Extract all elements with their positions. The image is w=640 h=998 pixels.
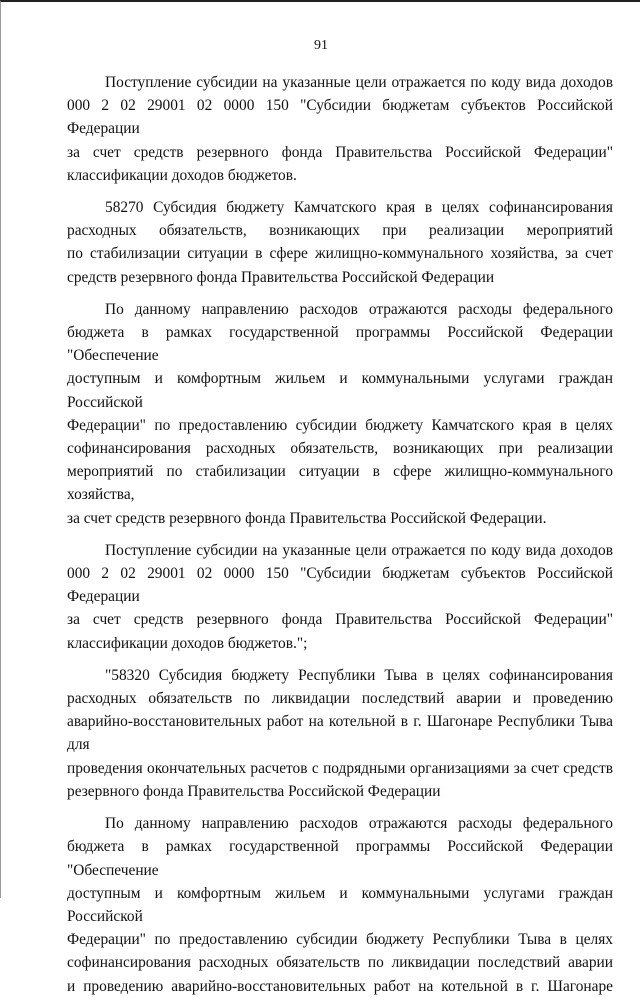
paragraph-line: мероприятий по стабилизации ситуации в сфере жилищно-коммунального хозяйства, [67, 463, 613, 504]
paragraph-line: бюджета в рамках государственной программы Российской Федерации "Обеспечение [67, 838, 613, 879]
paragraph-line: аварийно-восстановительных работ на котельной в г. Шагонаре Республики Тыва для [67, 713, 613, 754]
paragraph-line: Поступление субсидии на указанные цели отражается по коду вида доходов [105, 541, 613, 559]
paragraph-line: софинансирования расходных обязательств по ликвидации последствий аварии [67, 954, 613, 972]
paragraph-line: средств резервного фонда Правительства Российской Федерации [67, 268, 495, 286]
paragraph [67, 71, 613, 187]
paragraph-line: Поступление субсидии на указанные цели отражается по коду вида доходов [105, 74, 613, 91]
paragraph-line: доступным и комфортным жильем и коммунальными услугами граждан Российской [67, 884, 613, 925]
paragraph [67, 196, 613, 289]
paragraph-line: резервного фонда Правительства Российской Федерации [67, 782, 441, 800]
paragraph-line: и проведению аварийно-восстановительных работ на котельной в г. Шагонаре [67, 977, 613, 995]
paragraph [67, 298, 613, 530]
paragraph-line: "58320 Субсидия бюджету Республики Тыва в целях софинансирования [105, 666, 613, 684]
paragraph-line: софинансирования расходных обязательств, возникающих при реализации [67, 440, 613, 458]
paragraph-line: за счет средств резервного фонда Правительства Российской Федерации" [67, 611, 613, 629]
paragraph [67, 812, 613, 998]
page-number: 91 [314, 38, 328, 53]
paragraph-line: По данному направлению расходов отражаются расходы федерального [105, 300, 613, 318]
paragraph-line: По данному направлению расходов отражаются расходы федерального [105, 815, 613, 833]
paragraph [67, 539, 613, 655]
paragraph-line: расходных обязательств, возникающих при реализации мероприятий [67, 222, 613, 240]
paragraph-line: за счет средств резервного фонда Правительства Российской Федерации. [67, 509, 547, 527]
paragraph-line: классификации доходов бюджетов. [67, 166, 297, 184]
paragraph-line: 000 2 02 29001 02 0000 150 "Субсидии бюджетам субъектов Российской Федерации [67, 565, 613, 606]
paragraph-line: Федерации" по предоставлению субсидии бюджету Камчатского края в целях [67, 416, 613, 434]
paragraph [67, 664, 613, 803]
paragraph-line: классификации доходов бюджетов."; [67, 634, 308, 652]
paragraph-line: 58270 Субсидия бюджету Камчатского края в целях софинансирования [105, 199, 613, 217]
paragraph-line: 000 2 02 29001 02 0000 150 "Субсидии бюджетам субъектов Российской Федерации [67, 97, 613, 138]
paragraph-line: по стабилизации ситуации в сфере жилищно-коммунального хозяйства, за счет [67, 245, 613, 263]
paragraph-line: расходных обязательств по ликвидации последствий аварии и проведению [67, 690, 613, 708]
document-body [67, 71, 613, 998]
paragraph-line: проведения окончательных расчетов с подрядными организациями за счет средств [67, 759, 613, 777]
paragraph-line: за счет средств резервного фонда Правительства Российской Федерации" [67, 143, 613, 161]
paragraph-line: бюджета в рамках государственной программы Российской Федерации "Обеспечение [67, 324, 613, 365]
paragraph-line: Федерации" по предоставлению субсидии бюджету Республики Тыва в целях [67, 931, 613, 949]
paragraph-line: доступным и комфортным жильем и коммунальными услугами граждан Российской [67, 370, 613, 411]
